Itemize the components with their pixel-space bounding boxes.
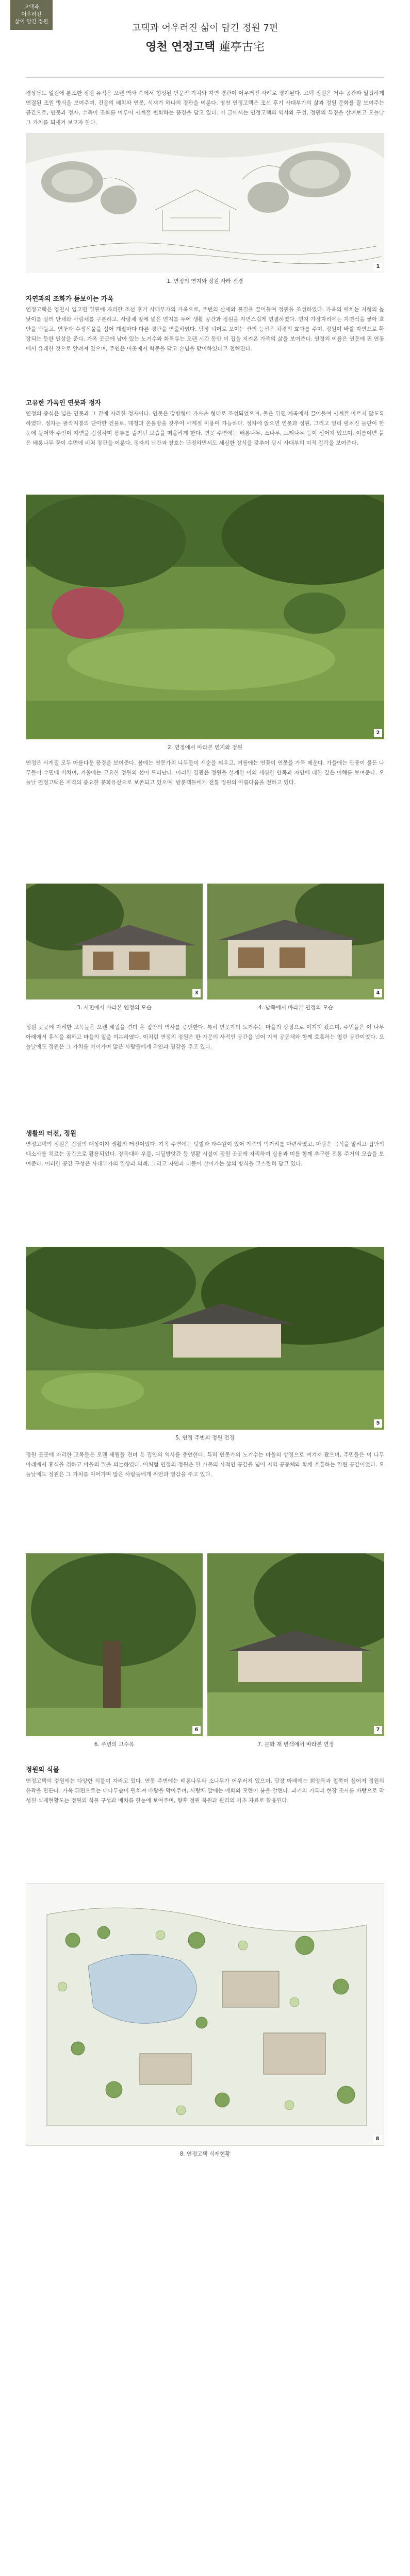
figure-5 [26, 1247, 384, 1430]
section-5-text: 정원 곳곳에 자리한 고목들은 오랜 세월을 견뎌 온 집안의 역사를 증언한다. 특히 연못가의 노거수는 마을의 상징으로 여겨져 왔으며, 주민들은 이 나무 아래에서 휴식을 취하고 마을의 일을 의논하였다. 이처럼 연정의 정원은 한 가문의 사적인 공간을 넘어 지역 공동체와 함께 호흡하는 열린 공간이었다. 오늘날에도 정원은 그 가치를 이어가며 많은 사람들에게 위안과 영감을 주고 있다. [26, 1452, 384, 1478]
figure-4-number: 4 [374, 989, 382, 997]
series-badge-line: 고택과 [24, 5, 39, 10]
series-badge-line: 삶이 담긴 정원 [14, 19, 48, 25]
figure-4-caption: 4. 남쪽에서 바라본 연정의 모습 [258, 1005, 334, 1011]
intro-paragraph: 경상남도 일원에 분포한 정원 유적은 오랜 역사 속에서 형성된 인문적 가치와 자연 경관이 어우러진 사례로 평가된다. 고택 정원은 거주 공간과 밀접하게 연결된 조원 방식을 보여주며, 건물의 배치와 연못, 식재가 하나의 경관을 이룬다. 영천 연정고택은 조선 후기 사대부가의 삶과 정원 문화를 잘 보여주는 공간으로, 연못과 정자, 수목이 조화를 이루어 사계절 변화하는 풍경을 담고 있다. 이 글에서는 연정고택의 역사와 구성, 정원의 특징을 살펴보고 오늘날 그 가치를 되새겨 보고자 한다. [26, 90, 384, 126]
figure-6-number: 6 [192, 1726, 201, 1734]
header-divider [26, 77, 384, 78]
old-tree-photo [26, 1553, 203, 1736]
figure-6-caption: 6. 주변의 고수목 [94, 1741, 135, 1748]
pavilion-photo-south [207, 884, 384, 999]
figure-1-number: 1 [374, 263, 382, 271]
sketch-illustration [26, 133, 384, 273]
garden-photo [26, 495, 384, 739]
figure-8-number: 8 [373, 2135, 382, 2143]
figure-3-number: 3 [192, 989, 201, 997]
figure-8 [26, 1883, 384, 2146]
section-6-title: 정원의 식물 [26, 1766, 59, 1773]
section-2-text: 연정의 중심은 넓은 연못과 그 곁에 자리한 정자이다. 연못은 장방형에 가까운 형태로 조성되었으며, 물은 뒤편 계곡에서 끌어들여 사계절 마르지 않도록 하였다. 정자는 팔작지붕의 단아한 건물로, 대청과 온돌방을 갖추어 사계절 이용이 가능하다. 정자에 앉으면 연못과 정원, 그리고 멀리 펼쳐진 들판이 한눈에 들어와 주인이 자연을 감상하며 풍류를 즐기던 모습을 떠올리게 한다. 연못 주변에는 배롱나무, 소나무, 느티나무 등이 심어져 있으며, 여름이면 붉은 배롱나무 꽃이 수면에 비쳐 장관을 이룬다. 정자의 난간과 창호는 단정하면서도 세심한 장식을 갖추어 당시 사대부의 미적 감각을 보여준다. [26, 411, 384, 446]
figure-2 [26, 495, 384, 739]
title-hanja: 蓮亭古宅 [219, 41, 265, 54]
article-title [0, 38, 410, 54]
title-block [0, 21, 410, 54]
section-2-title: 고유한 가옥인 연못과 정자 [26, 399, 101, 406]
section-4-title: 생활의 터전, 정원 [26, 1129, 76, 1137]
figure-7-caption: 7. 문화 재 변색에서 바라본 연정 [257, 1741, 334, 1748]
figure-3 [26, 884, 203, 999]
figure-8-caption: 8. 연정고택 식재현황 [179, 2151, 231, 2157]
series-badge-line: 어우러진 [21, 12, 42, 18]
garden-photo-2 [26, 1247, 384, 1430]
figure-7-number: 7 [374, 1726, 382, 1734]
article-header [0, 0, 410, 62]
figure-7 [207, 1553, 384, 1736]
title-korean: 영천 연정고택 [145, 41, 216, 54]
figure-1-caption: 1. 연정의 연지와 정원 사라 전경 [167, 278, 243, 284]
planting-plan-map [26, 1884, 384, 2146]
section-4-text: 연정고택의 정원은 감상의 대상이자 생활의 터전이었다. 가옥 주변에는 텃밭과 과수원이 있어 가족의 먹거리를 마련하였고, 마당은 곡식을 말리고 집안의 대소사를 치르는 공간으로 활용되었다. 장독대와 우물, 디딜방앗간 등 생활 시설이 정원 곳곳에 자리하여 실용과 미를 함께 추구한 전통 주거의 모습을 보여준다. 이러한 공간 구성은 사대부가의 일상과 의례, 그리고 자연과 더불어 살아가는 삶의 방식을 고스란히 담고 있다. [26, 1141, 384, 1167]
figure-2-caption: 2. 연정에서 바라본 연지와 정원 [167, 744, 243, 751]
figure-5-number: 5 [374, 1419, 382, 1428]
figure-2-number: 2 [374, 729, 382, 737]
pavilion-from-lotus-photo [207, 1553, 384, 1736]
figure-3-caption: 3. 서편에서 바라본 연정의 모습 [76, 1005, 152, 1011]
section-2b-text: 연정은 사계절 모두 아름다운 풍경을 보여준다. 봄에는 연못가의 나무들이 새순을 틔우고, 여름에는 연꽃이 연못을 가득 메운다. 가을에는 단풍이 물든 나무들이 수면에 비치며, 겨울에는 고요한 정원의 선이 드러난다. 이러한 경관은 정원을 설계한 이의 세심한 안목과 자연에 대한 깊은 이해를 보여준다. 오늘날 연정고택은 지역의 중요한 문화유산으로 보존되고 있으며, 방문객들에게 전통 정원의 아름다움을 전하고 있다. [26, 760, 384, 786]
section-6-text: 연정고택의 정원에는 다양한 식물이 자라고 있다. 연못 주변에는 배롱나무와 소나무가 어우러져 있으며, 담장 아래에는 회양목과 철쭉이 심어져 정원의 윤곽을 만든다. 가옥 뒤편으로는 대나무숲이 펼쳐져 바람을 막아주며, 사랑채 앞에는 매화와 모란이 봄을 알린다. 과거의 기록과 현장 조사를 바탕으로 작성된 식재현황도는 정원의 식물 구성과 배치를 한눈에 보여주며, 향후 정원 복원과 관리의 기초 자료로 활용된다. [26, 1778, 384, 1804]
section-1-title: 자연과의 조화가 돋보이는 가옥 [26, 295, 114, 302]
pavilion-photo-west [26, 884, 203, 999]
article-subtitle: 고택과 어우러진 삶이 담긴 정원 7편 [132, 23, 278, 33]
figure-6 [26, 1553, 203, 1736]
section-1-text: 연정고택은 영천시 임고면 일원에 자리한 조선 후기 사대부가의 가옥으로, 주변의 산세와 물길을 끌어들여 정원을 조성하였다. 가옥의 배치는 지형의 높낮이를 살려 안채와 사랑채를 구분하고, 사랑채 앞에 넓은 연지를 두어 생활 공간과 정원을 자연스럽게 연결하였다. 연지 가장자리에는 자연석을 쌓아 호안을 만들고, 연꽃과 수생식물을 심어 계절마다 다른 경관을 연출하였다. 담장 너머로 보이는 산의 능선은 차경의 효과를 주며, 정원이 바깥 자연으로 확장되는 듯한 인상을 준다. 가옥 곳곳에 남아 있는 노거수와 화목류는 오랜 시간 동안 이 집을 지켜온 가족의 삶을 보여준다. 연정의 이름은 연못에 핀 연꽃에서 유래한 것으로 알려져 있으며, 주인은 이곳에서 학문을 닦고 손님을 맞이하였다고 전해진다. [26, 307, 384, 352]
figure-5-caption: 5. 연정 주변의 정원 전경 [175, 1435, 235, 1441]
figure-4 [207, 884, 384, 999]
section-3-text: 정원 곳곳에 자리한 고목들은 오랜 세월을 견뎌 온 집안의 역사를 증언한다. 특히 연못가의 노거수는 마을의 상징으로 여겨져 왔으며, 주민들은 이 나무 아래에서 휴식을 취하고 마을의 일을 의논하였다. 이처럼 연정의 정원은 한 가문의 사적인 공간을 넘어 지역 공동체와 함께 호흡하는 열린 공간이었다. 오늘날에도 정원은 그 가치를 이어가며 많은 사람들에게 위안과 영감을 주고 있다. [26, 1024, 384, 1050]
figure-1 [26, 133, 384, 273]
